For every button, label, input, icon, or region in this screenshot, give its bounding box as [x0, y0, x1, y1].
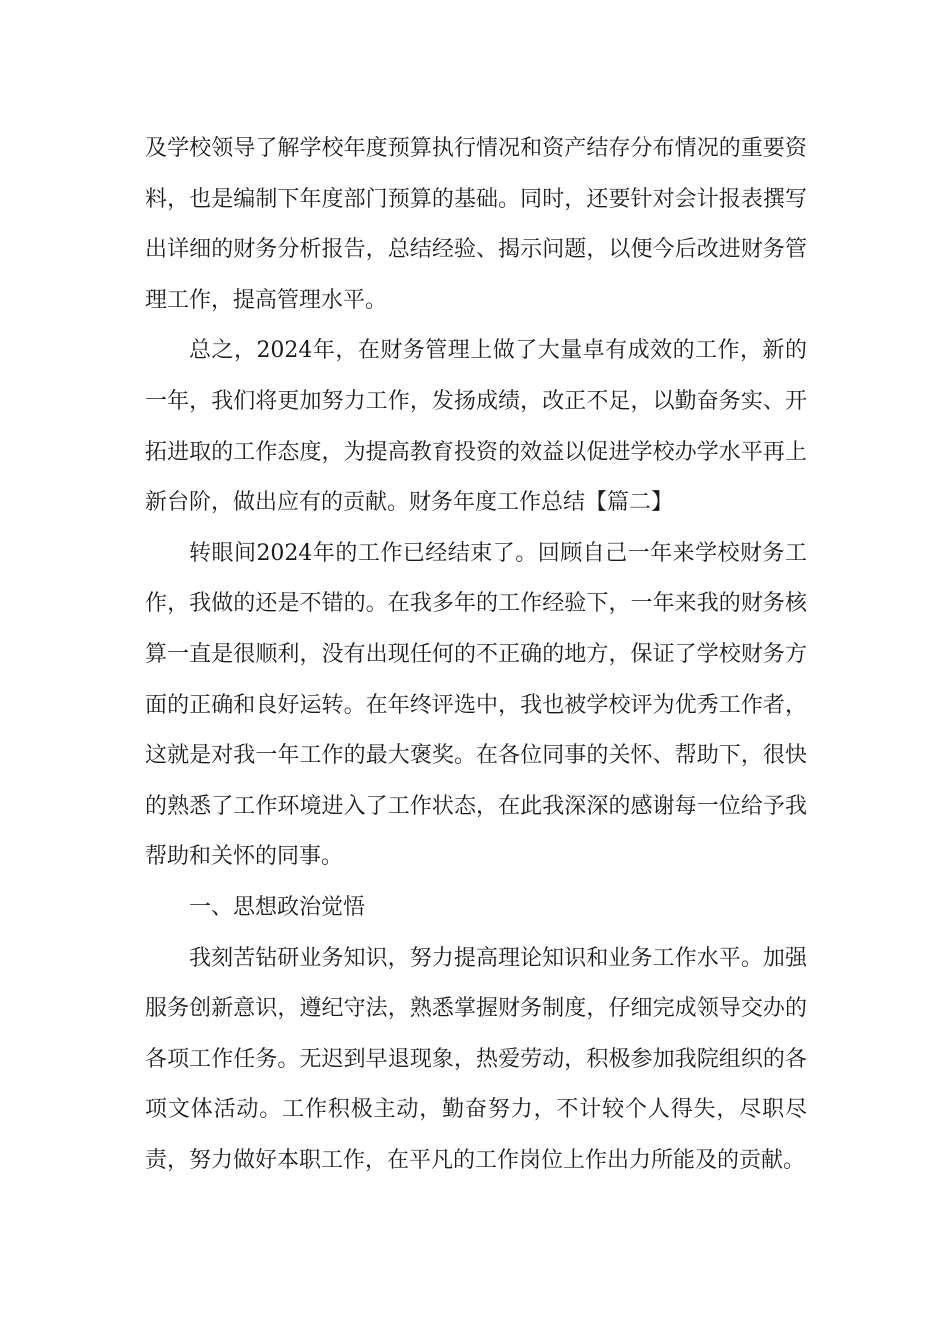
- paragraph-summary: 总之，2024年，在财务管理上做了大量卓有成效的工作，新的一年，我们将更加努力工作，发扬成绩，改正不足，以勤奋务实、开拓进取的工作态度，为提高教育投资的效益以促进学校办学水平再上新台阶，做出应有的贡献。财务年度工作总结【篇二】: [145, 338, 807, 516]
- paragraph-continuation: 及学校领导了解学校年度预算执行情况和资产结存分布情况的重要资料，也是编制下年度部门预算的基础。同时，还要针对会计报表撰写出详细的财务分析报告，总结经验、揭示问题，以便今后改进财务管理工作，提高管理水平。: [145, 136, 807, 313]
- paragraph-review: 转眼间2024年的工作已经结束了。回顾自己一年来学校财务工作，我做的还是不错的。在我多年的工作经验下，一年来我的财务核算一直是很顺利，没有出现任何的不正确的地方，保证了学校财务方面的正确和良好运转。在年终评选中，我也被学校评为优秀工作者，这就是对我一年工作的最大褒奖。在各位同事的关怀、帮助下，很快的熟悉了工作环境进入了工作状态，在此我深深的感谢每一位给予我帮助和关怀的同事。: [145, 540, 807, 870]
- paragraph-political: 我刻苦钻研业务知识，努力提高理论知识和业务工作水平。加强服务创新意识，遵纪守法，熟悉掌握财务制度，仔细完成领导交办的各项工作任务。无迟到早退现象，热爱劳动，积极参加我院组织的各项文体活动。工作积极主动，勤奋努力，不计较个人得失，尽职尽责，努力做好本职工作，在平凡的工作岗位上作出力所能及的贡献。: [145, 945, 807, 1173]
- document-body: [145, 124, 807, 1186]
- section-heading: 一、思想政治觉悟: [189, 894, 366, 920]
